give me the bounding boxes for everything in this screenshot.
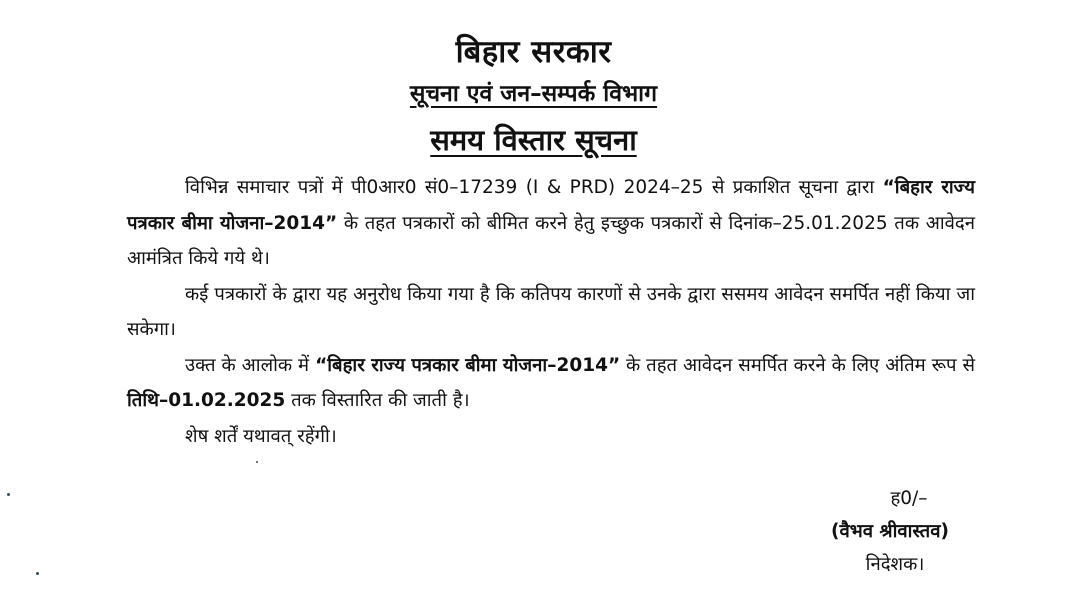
government-heading xyxy=(0,30,1067,72)
notice-body xyxy=(127,170,975,454)
para1-scheme-name: “बिहार राज्य पत्रकार बीमा योजना–2014” xyxy=(127,177,975,234)
para3-pre: उक्त के आलोक में xyxy=(185,354,316,376)
government-name: बिहार सरकार xyxy=(455,34,612,70)
paragraph-3 xyxy=(127,348,975,419)
para3-mid: के तहत आवेदन समर्पित करने के लिए अंतिम रूप से xyxy=(620,354,975,376)
notice-title xyxy=(0,120,1067,159)
scan-speck xyxy=(7,493,10,496)
para3-deadline: तिथि–01.02.2025 xyxy=(127,390,286,411)
para3-post: तक विस्तारित की जाती है। xyxy=(285,390,470,411)
paragraph-2: कई पत्रकारों के द्वारा यह अनुरोध किया गया है कि कतिपय कारणों से उनके द्वारा ससमय आवेदन समर्पित नहीं किया जा सकेगा। xyxy=(127,283,975,340)
para1-pre: विभिन्न समाचार पत्रों में पी0आर0 सं0–17239 (I & PRD) 2024–25 से प्रकाशित सूचना द्वारा xyxy=(185,177,883,198)
signature-block xyxy=(790,482,990,581)
paragraph-4: शेष शर्तें यथावत् रहेंगी। xyxy=(185,425,337,447)
paragraph-1 xyxy=(127,170,975,277)
para3-scheme-name: “बिहार राज्य पत्रकार बीमा योजना–2014” xyxy=(315,354,621,376)
para1-post: के तहत पत्रकारों को बीमित करने हेतु इच्छुक पत्रकारों से दिनांक–25.01.2025 तक आवेदन आमंत्रित किये गये थे। xyxy=(127,212,975,269)
department-name: सूचना एवं जन–सम्पर्क विभाग xyxy=(409,81,658,107)
scan-speck xyxy=(36,572,39,575)
department-heading xyxy=(0,76,1067,108)
signed-mark: ह0/– xyxy=(890,488,928,509)
scan-speck xyxy=(256,461,258,463)
signatory-designation: निदेशक। xyxy=(865,554,925,575)
notice-title-text: समय विस्तार सूचना xyxy=(430,123,637,157)
signatory-name: (वैभव श्रीवास्तव) xyxy=(831,521,949,542)
